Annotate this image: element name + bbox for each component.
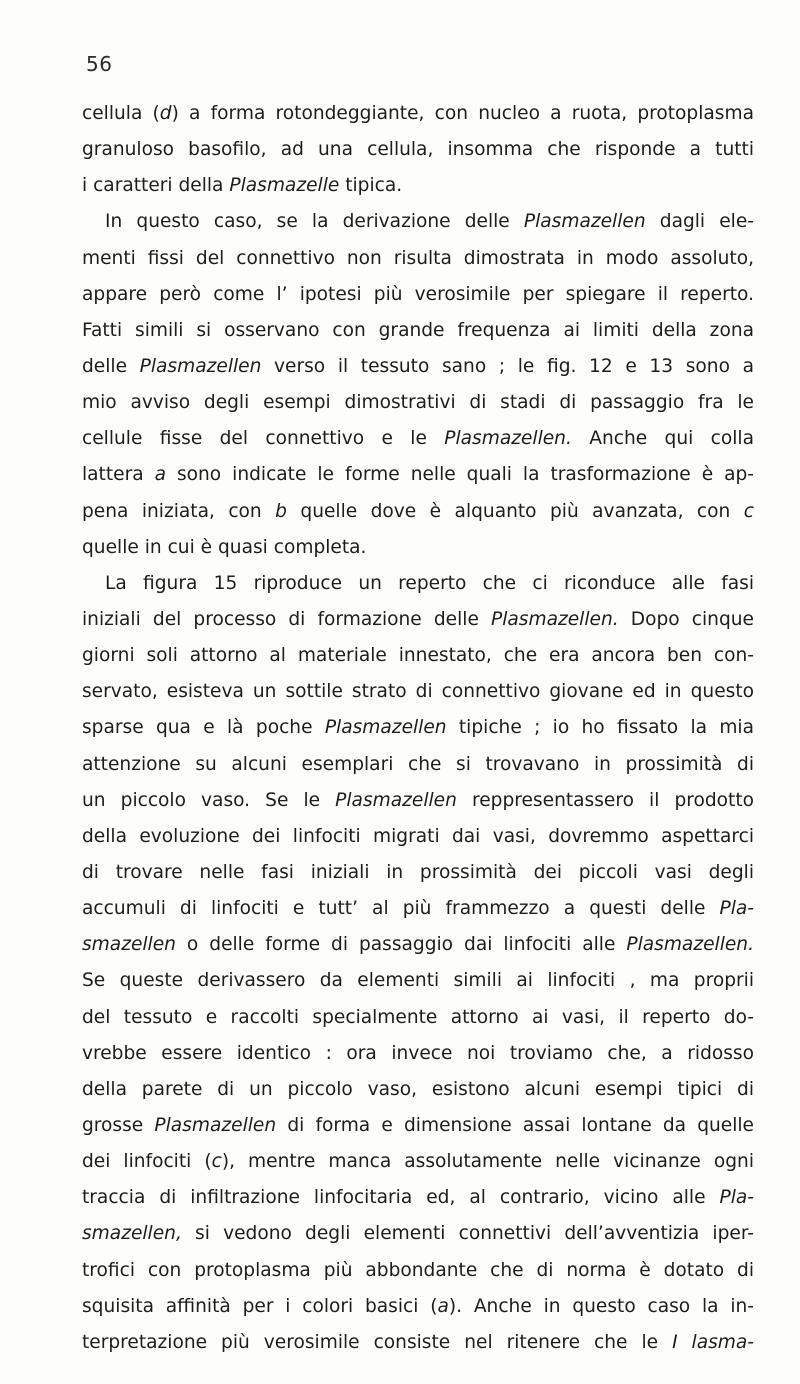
- italic-text-segment: Pla-: [719, 898, 754, 920]
- text-line: [82, 277, 754, 313]
- text-segment: un piccolo vaso. Se le: [82, 789, 336, 811]
- italic-text-segment: Plasmazellen: [335, 789, 457, 811]
- text-line: [82, 349, 754, 385]
- text-segment: attenzione su alcuni esemplari che si trovavano in prossimità di: [82, 753, 754, 775]
- text-line: [82, 241, 754, 277]
- text-segment: si vedono degli elementi connettivi dell’avventizia iper-: [181, 1223, 754, 1245]
- text-segment: grosse: [82, 1114, 155, 1136]
- text-line: [82, 566, 754, 602]
- text-segment: squisita affinità per i colori basici (: [82, 1295, 438, 1317]
- text-segment: traccia di infiltrazione linfocitaria ed, al contrario, vicino alle: [82, 1187, 720, 1209]
- italic-text-segment: Plasmazellen: [523, 211, 646, 233]
- text-segment: iniziali del processo di formazione delle: [82, 608, 492, 630]
- text-line: [82, 747, 754, 783]
- text-line: [82, 963, 754, 999]
- text-segment: sono indicate le forme nelle quali la trasformazione è ap-: [166, 464, 754, 486]
- text-segment: dagli ele-: [645, 211, 754, 233]
- text-segment: terpretazione più verosimile consiste nel ritenere che le: [82, 1331, 673, 1353]
- italic-text-segment: a: [154, 464, 166, 486]
- text-segment: cellule fisse del connettivo e le: [82, 428, 445, 450]
- text-segment: trofici con protoplasma più abbondante che di norma è dotato di: [82, 1259, 754, 1281]
- italic-text-segment: smazellen: [82, 934, 176, 956]
- italic-text-segment: Plasmazellen.: [626, 934, 754, 956]
- text-segment: cellula (: [82, 103, 160, 124]
- italic-text-segment: Plasmazellen.: [444, 428, 572, 450]
- text-line: [82, 96, 754, 132]
- text-segment: servato, esisteva un sottile strato di connettivo giovane ed in questo: [82, 681, 754, 703]
- text-line: [82, 385, 754, 421]
- text-line: [82, 783, 754, 819]
- text-segment: quelle dove è alquanto più avanzata, con: [286, 500, 744, 522]
- page-number: 56: [86, 52, 113, 76]
- text-line: [82, 204, 754, 240]
- text-segment: dei linfociti (: [82, 1151, 212, 1173]
- text-line: [82, 891, 754, 927]
- text-segment: reppresentassero il prodotto: [456, 789, 754, 811]
- text-segment: In questo caso, se la derivazione delle: [105, 211, 524, 233]
- italic-text-segment: Plasmazellen: [324, 717, 447, 739]
- text-segment: lattera: [82, 464, 155, 486]
- text-line: [82, 638, 754, 674]
- italic-text-segment: a: [437, 1295, 449, 1317]
- text-line: [82, 1000, 754, 1036]
- text-segment: accumuli di linfociti e tutt’ al più frammezzo a questi delle: [82, 898, 720, 920]
- text-line: [82, 855, 754, 891]
- text-segment: vrebbe essere identico : ora invece noi troviamo che, a ridosso: [82, 1042, 754, 1064]
- text-segment: di forma e dimensione assai lontane da quelle: [276, 1114, 754, 1136]
- text-line: [82, 457, 754, 493]
- text-segment: Se queste derivassero da elementi simili ai linfociti , ma proprii: [82, 970, 754, 992]
- text-line: [82, 421, 754, 457]
- text-segment: della evoluzione dei linfociti migrati dai vasi, dovremmo aspettarci: [82, 825, 754, 847]
- text-segment: quelle in cui è quasi completa.: [82, 536, 367, 558]
- italic-text-segment: b: [275, 500, 287, 522]
- text-line: [82, 132, 754, 168]
- text-segment: ). Anche in questo caso la in-: [448, 1295, 754, 1317]
- text-line: [82, 313, 754, 349]
- text-line: [82, 1216, 754, 1252]
- text-segment: Dopo cinque: [618, 608, 754, 630]
- text-segment: i caratteri della: [82, 175, 230, 197]
- text-segment: di trovare nelle fasi iniziali in prossimità dei piccoli vasi degli: [82, 861, 754, 883]
- body-text: [82, 96, 754, 1361]
- text-segment: del tessuto e raccolti specialmente attorno ai vasi, il reperto do-: [82, 1006, 754, 1028]
- italic-text-segment: Plasmazelle: [229, 175, 340, 197]
- text-line: [82, 710, 754, 746]
- text-line: [82, 530, 754, 566]
- italic-text-segment: c: [743, 500, 754, 522]
- italic-text-segment: c: [211, 1151, 222, 1173]
- text-segment: Fatti simili si osservano con grande frequenza ai limiti della zona: [82, 319, 754, 341]
- text-line: [82, 1036, 754, 1072]
- text-line: [82, 1144, 754, 1180]
- text-segment: granuloso basofilo, ad una cellula, insomma che risponde a tutti: [82, 139, 754, 161]
- italic-text-segment: d: [159, 103, 172, 124]
- text-segment: appare però come l’ ipotesi più verosimile per spiegare il reperto.: [82, 283, 754, 305]
- italic-text-segment: I lasma-: [672, 1331, 754, 1353]
- text-line: [82, 1072, 754, 1108]
- text-line: [82, 602, 754, 638]
- text-line: [82, 1325, 754, 1361]
- italic-text-segment: smazellen,: [82, 1223, 182, 1245]
- text-segment: delle: [82, 355, 140, 377]
- italic-text-segment: Pla-: [719, 1187, 754, 1209]
- text-segment: pena iniziata, con: [82, 500, 276, 522]
- italic-text-segment: Plasmazellen: [139, 355, 262, 377]
- text-line: [82, 1180, 754, 1216]
- italic-text-segment: Plasmazellen.: [491, 608, 619, 630]
- text-segment: menti fissi del connettivo non risulta dimostrata in modo assoluto,: [82, 247, 754, 269]
- text-segment: tipica.: [339, 175, 403, 197]
- text-line: [82, 1108, 754, 1144]
- text-segment: ), mentre manca assolutamente nelle vicinanze ogni: [221, 1151, 754, 1173]
- text-segment: della parete di un piccolo vaso, esistono alcuni esempi tipici di: [82, 1078, 754, 1100]
- italic-text-segment: Plasmazellen: [154, 1114, 277, 1136]
- text-segment: o delle forme di passaggio dai linfociti alle: [175, 934, 627, 956]
- text-segment: mio avviso degli esempi dimostrativi di stadi di passaggio fra le: [82, 392, 754, 414]
- text-line: [82, 927, 754, 963]
- text-line: [82, 819, 754, 855]
- text-segment: Anche qui colla: [571, 428, 754, 450]
- text-line: [82, 674, 754, 710]
- text-segment: sparse qua e là poche: [82, 717, 325, 739]
- text-segment: giorni soli attorno al materiale innestato, che era ancora ben con-: [82, 645, 754, 667]
- text-line: [82, 168, 754, 204]
- text-segment: ) a forma rotondeggiante, con nucleo a ruota, protoplasma: [171, 103, 754, 124]
- text-line: [82, 494, 754, 530]
- text-line: [82, 1253, 754, 1289]
- text-segment: tipiche ; io ho fissato la mia: [446, 717, 754, 739]
- text-segment: La figura 15 riproduce un reperto che ci riconduce alle fasi: [105, 572, 754, 594]
- text-segment: verso il tessuto sano ; le fig. 12 e 13 sono a: [261, 355, 754, 377]
- text-line: [82, 1289, 754, 1325]
